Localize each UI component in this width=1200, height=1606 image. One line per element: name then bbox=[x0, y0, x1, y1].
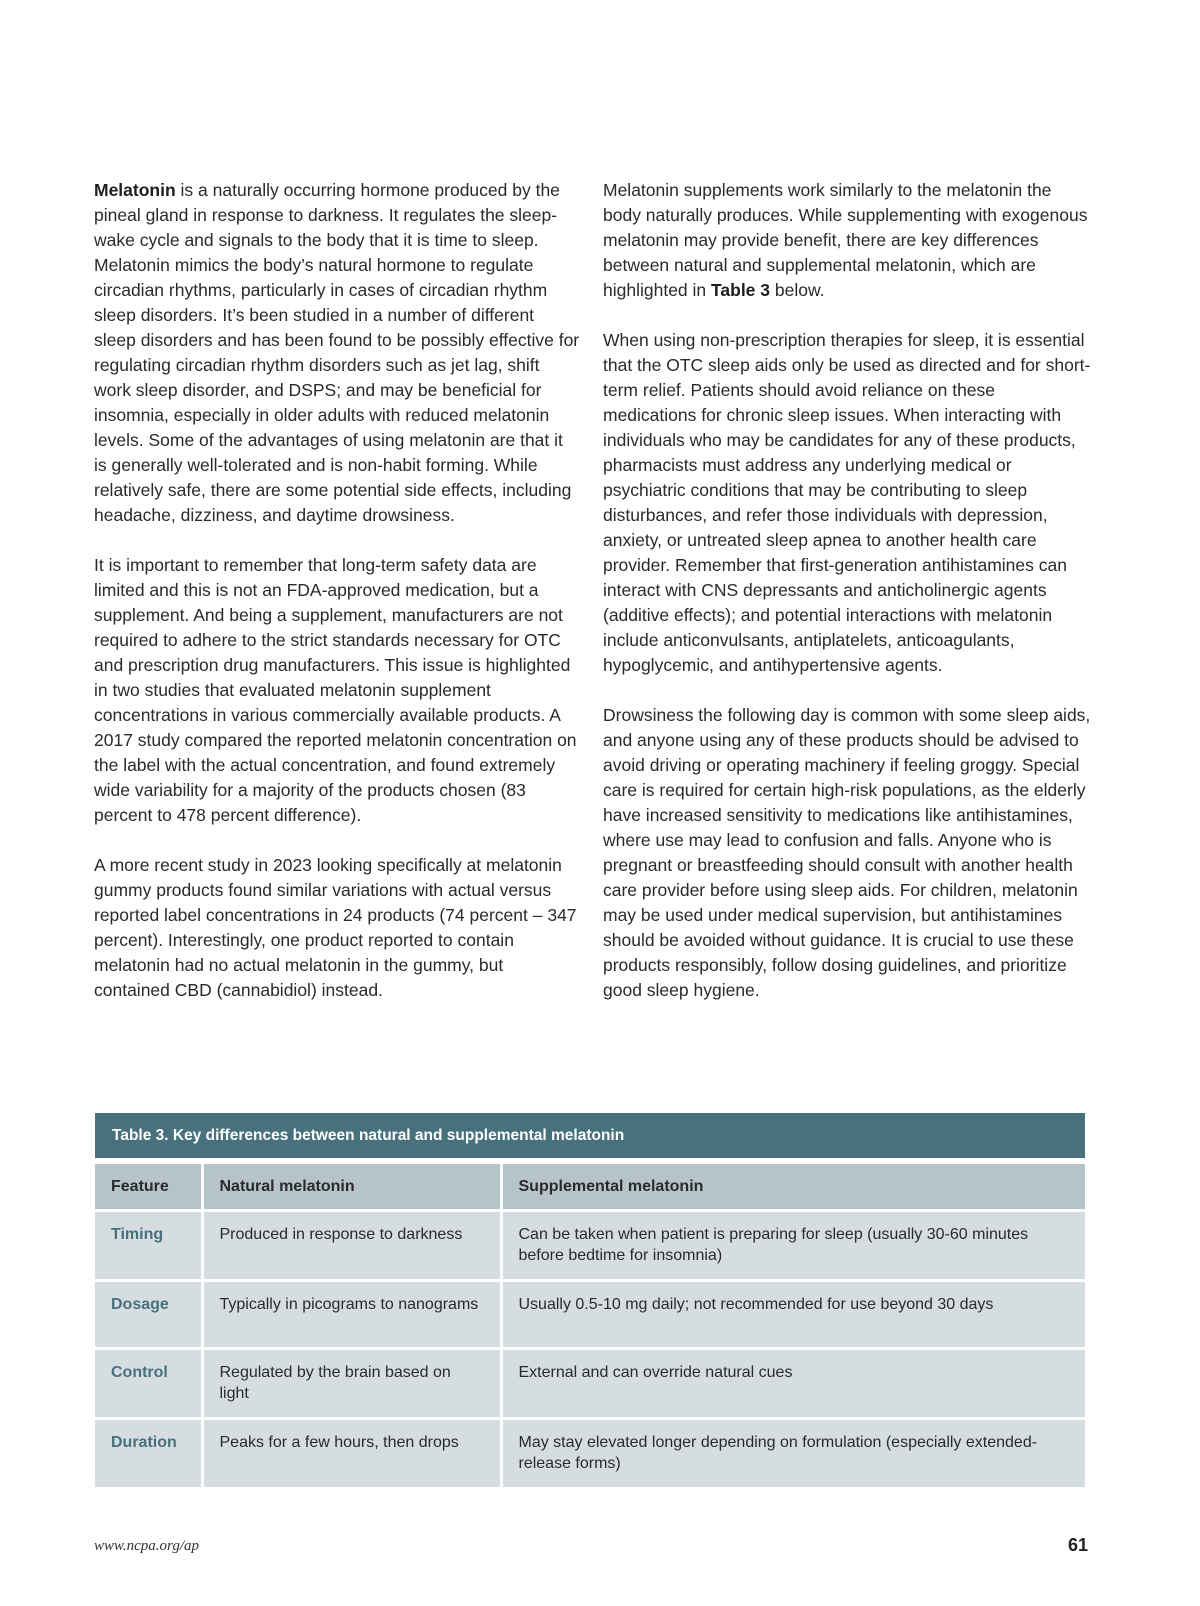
comparison-table-grid bbox=[95, 1161, 1085, 1490]
header-supplemental: Supplemental melatonin bbox=[501, 1163, 1085, 1211]
header-feature: Feature bbox=[95, 1163, 202, 1211]
right-column bbox=[603, 178, 1093, 1028]
row-natural-cell: Regulated by the brain based on light bbox=[202, 1349, 501, 1419]
non-prescription-paragraph: When using non-prescription therapies for sleep, it is essential that the OTC sleep aids only be used as directed and for short-term relief. Patients should avoid reliance on these medications for chronic sleep issues. When interacting with individuals who may be candidates for any of these products, pharmacists must address any underlying medical or psychiatric conditions that may be contributing to sleep disturbances, and refer those individuals with depression, anxiety, or untreated sleep apnea to another health care provider. Remember that first-generation antihistamines can interact with CNS depressants and anticholinergic agents (additive effects); and potential interactions with melatonin include anticonvulsants, antiplatelets, anticoagulants, hypoglycemic, and antihypertensive agents. bbox=[603, 330, 1091, 675]
row-natural-cell: Typically in picograms to nanograms bbox=[202, 1281, 501, 1349]
melatonin-comparison-table bbox=[95, 1113, 1085, 1490]
row-feature-cell: Timing bbox=[95, 1211, 202, 1281]
row-supplemental-cell: Can be taken when patient is preparing for sleep (usually 30-60 minutes before bedtime for insomnia) bbox=[501, 1211, 1085, 1281]
melatonin-intro-paragraph bbox=[94, 178, 580, 528]
table-header-row bbox=[95, 1163, 1085, 1211]
table-caption: Table 3. Key differences between natural and supplemental melatonin bbox=[95, 1113, 1085, 1161]
table-row bbox=[95, 1419, 1085, 1489]
row-feature-cell: Control bbox=[95, 1349, 202, 1419]
row-feature-cell: Dosage bbox=[95, 1281, 202, 1349]
melatonin-lead-term: Melatonin bbox=[94, 180, 176, 200]
table-row bbox=[95, 1349, 1085, 1419]
header-natural: Natural melatonin bbox=[202, 1163, 501, 1211]
page-number: 61 bbox=[1067, 1535, 1088, 1555]
supplements-paragraph bbox=[603, 178, 1093, 303]
safety-data-paragraph: It is important to remember that long-term safety data are limited and this is not an FDA-approved medication, but a supplement. And being a supplement, manufacturers are not required to adhere to the strict standards necessary for OTC and prescription drug manufacturers. This issue is highlighted in two studies that evaluated melatonin supplement concentrations in various commercially available products. A 2017 study compared the reported melatonin concentration on the label with the actual concentration, and found extremely wide variability for a majority of the products chosen (83 percent to 478 percent difference). bbox=[94, 555, 577, 825]
gummy-study-paragraph: A more recent study in 2023 looking specifically at melatonin gummy products found similar variations with actual versus reported label concentrations in 24 products (74 percent – 347 percent). Interestingly, one product reported to contain melatonin had no actual melatonin in the gummy, but contained CBD (cannabidiol) instead. bbox=[94, 855, 577, 1000]
row-supplemental-cell: May stay elevated longer depending on formulation (especially extended-release forms) bbox=[501, 1419, 1085, 1489]
row-feature-cell: Duration bbox=[95, 1419, 202, 1489]
supplements-text-before: Melatonin supplements work similarly to the melatonin the body naturally produces. While supplementing with exogenous melatonin may provide benefit, there are key differences between natural and supplemental melatonin, which are highlighted in bbox=[603, 180, 1088, 300]
row-natural-cell: Produced in response to darkness bbox=[202, 1211, 501, 1281]
table-reference: Table 3 bbox=[711, 280, 771, 300]
table-row bbox=[95, 1211, 1085, 1281]
drowsiness-paragraph: Drowsiness the following day is common with some sleep aids, and anyone using any of these products should be advised to avoid driving or operating machinery if feeling groggy. Special care is required for certain high-risk populations, as the elderly have increased sensitivity to medications like antihistamines, where use may lead to confusion and falls. Anyone who is pregnant or breastfeeding should consult with another health care provider before using sleep aids. For children, melatonin may be used under medical supervision, but antihistamines should be avoided without guidance. It is crucial to use these products responsibly, follow dosing guidelines, and prioritize good sleep hygiene. bbox=[603, 705, 1091, 1000]
footer-url: www.ncpa.org/ap bbox=[94, 1538, 200, 1554]
left-column bbox=[94, 178, 580, 1028]
row-supplemental-cell: Usually 0.5-10 mg daily; not recommended for use beyond 30 days bbox=[501, 1281, 1085, 1349]
melatonin-intro-text: is a naturally occurring hormone produced by the pineal gland in response to darkness. It regulates the sleep-wake cycle and signals to the body that it is time to sleep. Melatonin mimics the body’s natural hormone to regulate circadian rhythms, particularly in cases of circadian rhythm sleep disorders. It’s been studied in a number of different sleep disorders and has been found to be possibly effective for regulating circadian rhythm disorders such as jet lag, shift work sleep disorder, and DSPS; and may be beneficial for insomnia, especially in older adults with reduced melatonin levels. Some of the advantages of using melatonin are that it is generally well-tolerated and is non-habit forming. While relatively safe, there are some potential side effects, including headache, dizziness, and daytime drowsiness. bbox=[94, 180, 580, 525]
row-supplemental-cell: External and can override natural cues bbox=[501, 1349, 1085, 1419]
supplements-text-after: below. bbox=[770, 280, 825, 300]
table-row bbox=[95, 1281, 1085, 1349]
row-natural-cell: Peaks for a few hours, then drops bbox=[202, 1419, 501, 1489]
